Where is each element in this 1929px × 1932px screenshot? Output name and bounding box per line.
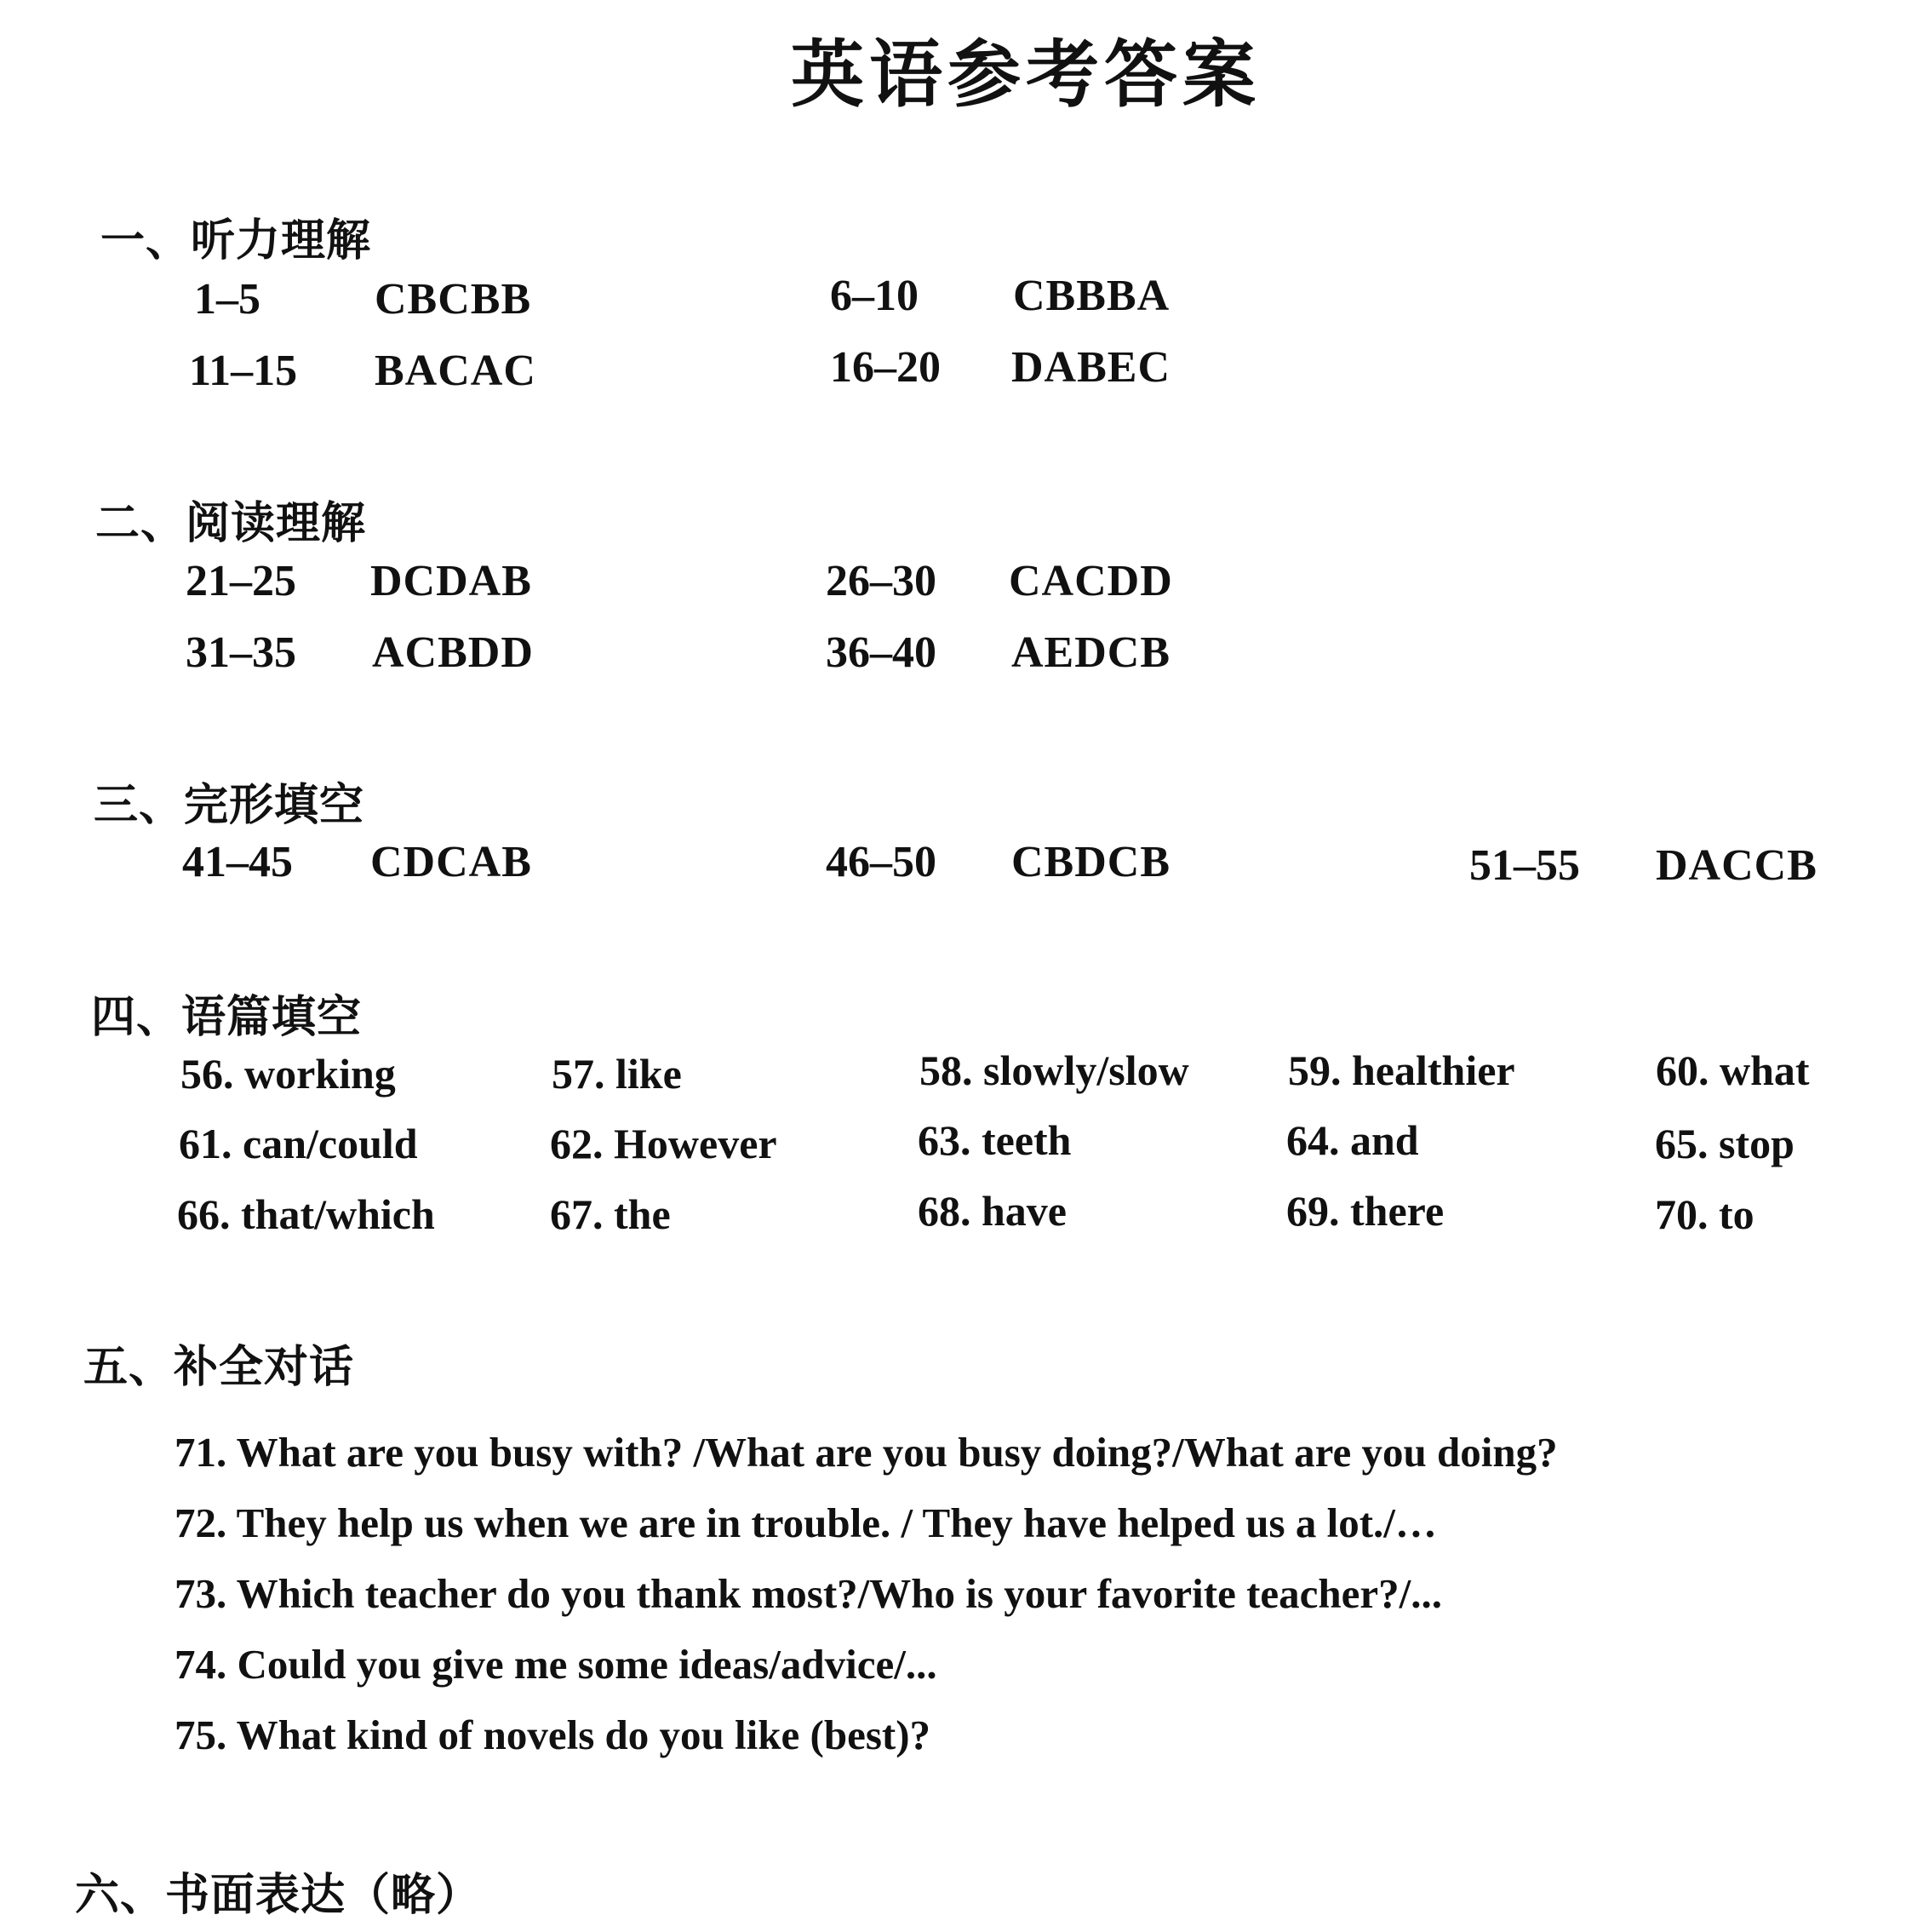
blank-answer: 59. healthier (1288, 1046, 1515, 1094)
dialogue-answer: 71. What are you busy with? /What are you busy doing?/What are you doing? (175, 1429, 1558, 1476)
answer-letters: DACCB (1656, 841, 1817, 890)
answer-letters: AEDCB (1011, 628, 1171, 677)
answer-letters: CACDD (1009, 557, 1173, 605)
section-heading-listening: 一、听力理解 (100, 215, 372, 267)
answer-range: 31–35 (186, 628, 296, 677)
blank-answer: 67. the (550, 1190, 671, 1238)
section-heading-reading: 二、阅读理解 (95, 498, 367, 549)
blank-answer: 60. what (1656, 1046, 1810, 1094)
page-title: 英语参考答案 (791, 32, 1261, 118)
dialogue-answer: 75. What kind of novels do you like (best)? (175, 1711, 931, 1758)
section-heading-dialogue: 五、补全对话 (83, 1342, 355, 1393)
answer-range: 41–45 (182, 838, 293, 886)
answer-letters: ACBDD (372, 628, 534, 677)
answer-letters: DCDAB (370, 557, 532, 605)
answer-letters: BACAC (375, 347, 536, 395)
blank-answer: 57. like (552, 1050, 682, 1098)
answer-range: 11–15 (189, 347, 298, 395)
dialogue-answer: 73. Which teacher do you thank most?/Who is your favorite teacher?/... (175, 1570, 1443, 1617)
answer-range: 21–25 (186, 557, 296, 605)
answer-letters: CBDCB (1011, 838, 1171, 886)
blank-answer: 58. slowly/slow (919, 1046, 1189, 1094)
blank-answer: 56. working (180, 1050, 396, 1098)
dialogue-answer: 72. They help us when we are in trouble. / They have helped us a lot./… (175, 1499, 1437, 1546)
answer-range: 16–20 (830, 343, 941, 392)
answer-range: 51–55 (1469, 841, 1580, 890)
answer-letters: CBCBB (375, 275, 532, 324)
blank-answer: 65. stop (1655, 1120, 1794, 1167)
blank-answer: 66. that/which (177, 1190, 435, 1238)
blank-answer: 61. can/could (179, 1120, 418, 1167)
blank-answer: 62. However (550, 1120, 777, 1167)
answer-letters: DABEC (1011, 343, 1171, 392)
answer-letters: CDCAB (370, 838, 532, 886)
blank-answer: 70. to (1655, 1190, 1754, 1238)
answer-range: 46–50 (826, 838, 936, 886)
blank-answer: 63. teeth (918, 1116, 1072, 1164)
answer-range: 6–10 (830, 272, 919, 320)
blank-answer: 68. have (918, 1187, 1067, 1235)
blank-answer: 64. and (1286, 1116, 1419, 1164)
dialogue-answer: 74. Could you give me some ideas/advice/... (175, 1641, 937, 1688)
section-heading-cloze: 三、完形填空 (94, 780, 365, 831)
answer-letters: CBBBA (1013, 272, 1171, 320)
answer-range: 1–5 (194, 275, 260, 324)
answer-range: 36–40 (826, 628, 936, 677)
section-heading-writing: 六、书面表达（略） (75, 1870, 482, 1921)
blank-answer: 69. there (1286, 1187, 1445, 1235)
answer-range: 26–30 (826, 557, 936, 605)
section-heading-passage-fill: 四、语篇填空 (91, 992, 363, 1043)
